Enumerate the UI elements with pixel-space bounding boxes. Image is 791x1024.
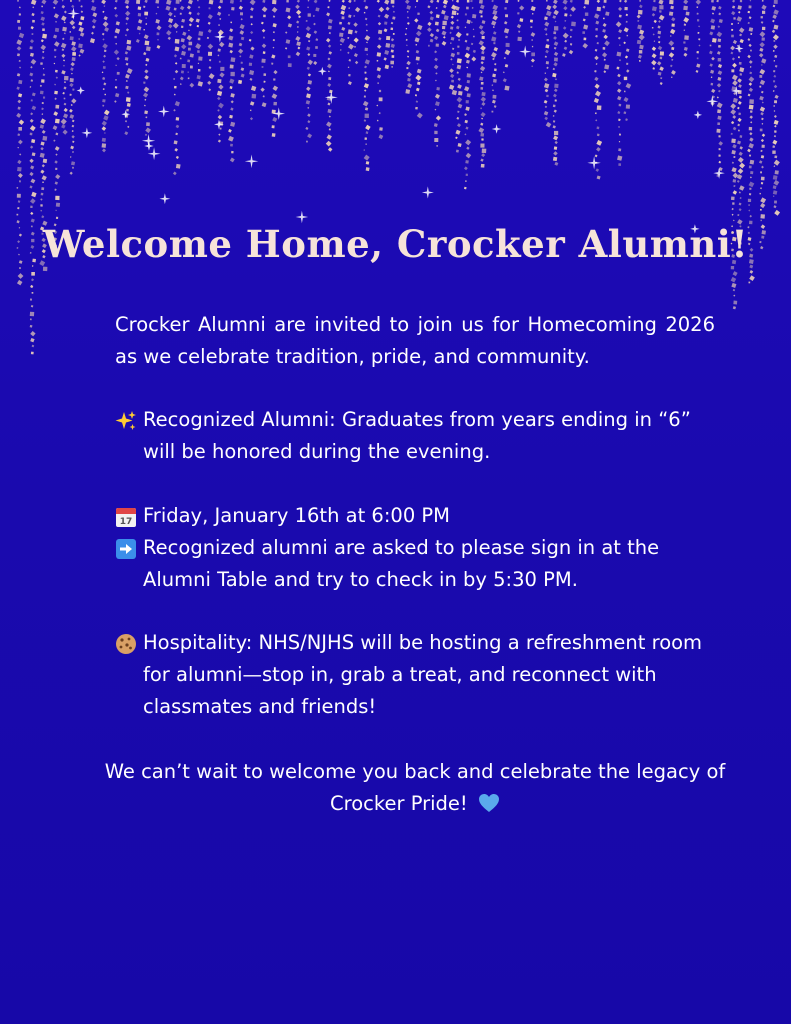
intro-paragraph: Crocker Alumni are invited to join us for Homecoming 2026 as we celebrate tradition, pride, and community. bbox=[115, 313, 715, 368]
svg-text:17: 17 bbox=[119, 517, 133, 527]
event-date-text: Friday, January 16th at 6:00 PM bbox=[143, 504, 451, 527]
blue-heart-icon bbox=[478, 793, 500, 813]
calendar-icon bbox=[115, 506, 137, 528]
hospitality-item bbox=[115, 627, 715, 723]
recognized-alumni-item bbox=[115, 404, 715, 468]
event-date-item bbox=[115, 500, 715, 532]
cookie-icon bbox=[115, 633, 137, 655]
right-arrow-icon bbox=[115, 538, 137, 560]
closing-text: We can’t wait to welcome you back and celebrate the legacy of Crocker Pride! bbox=[104, 760, 726, 815]
sparkles-icon bbox=[115, 410, 137, 432]
recognized-alumni-text: Recognized Alumni: Graduates from years ending in “6” will be honored during the evening. bbox=[143, 408, 691, 463]
hospitality-text: Hospitality: NHS/NJHS will be hosting a refreshment room for alumni—stop in, grab a treat, and reconnect with classmates and friends! bbox=[143, 631, 703, 718]
sign-in-text: Recognized alumni are asked to please sign in at the Alumni Table and try to check in by 5:30 PM. bbox=[143, 536, 660, 591]
closing-paragraph bbox=[100, 756, 730, 820]
sign-in-item bbox=[115, 532, 715, 596]
page-title: Welcome Home, Crocker Alumni! bbox=[42, 222, 749, 266]
